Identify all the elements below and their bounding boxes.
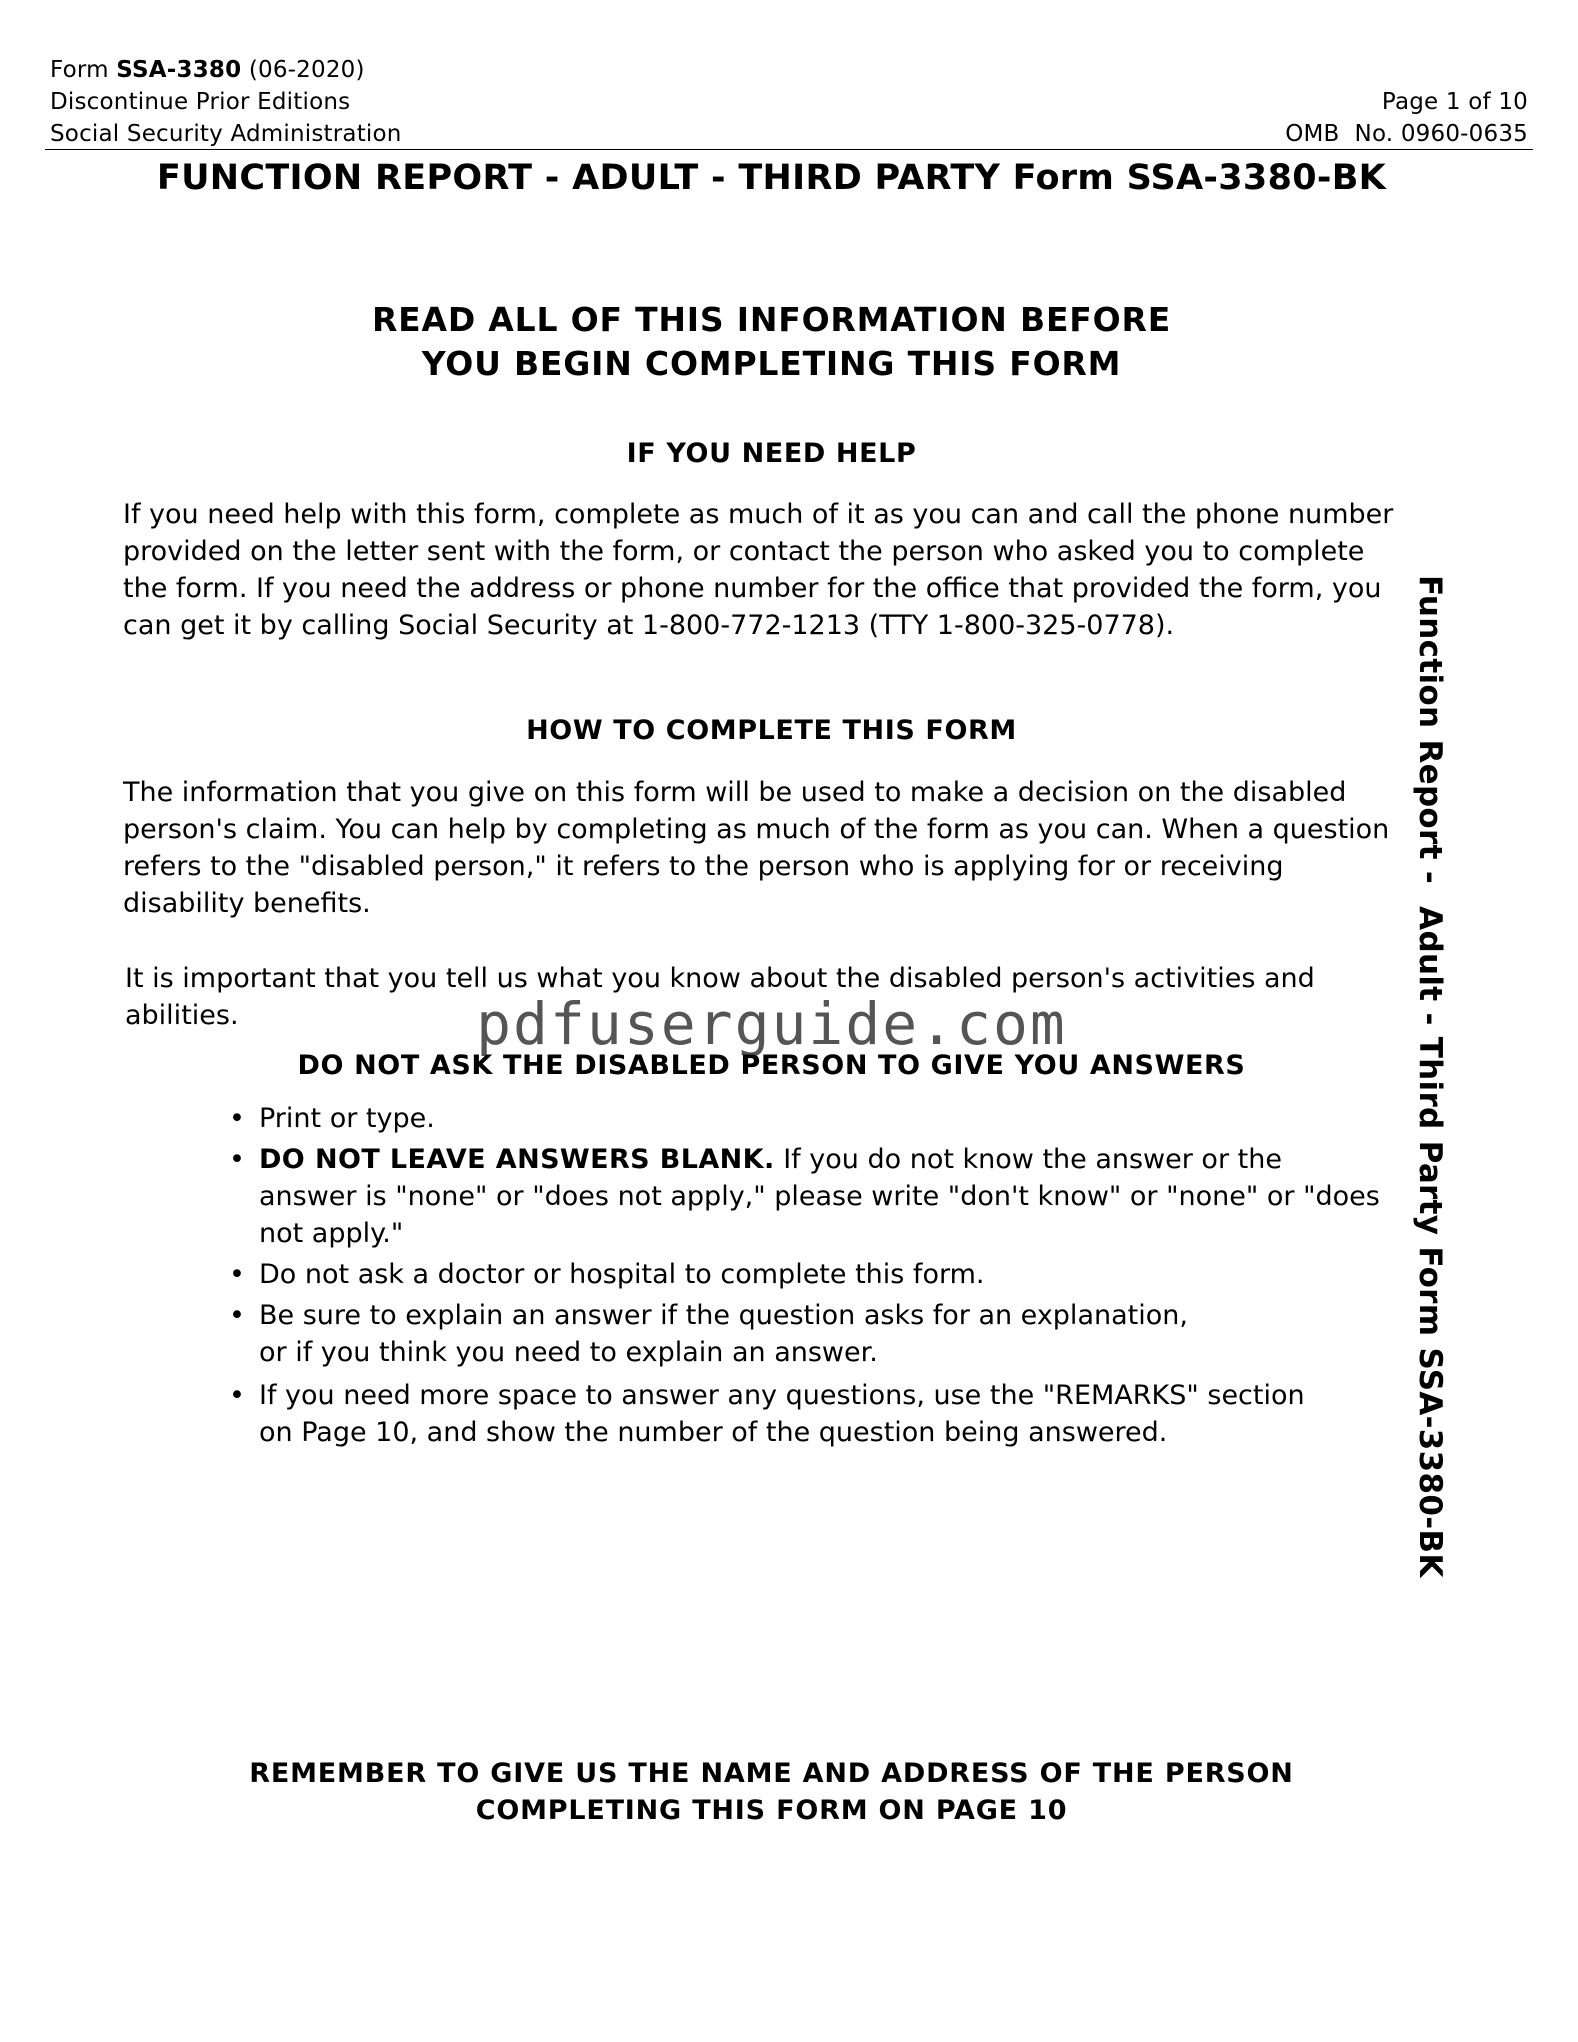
list-item bbox=[225, 1377, 1385, 1451]
help-heading: IF YOU NEED HELP bbox=[626, 438, 917, 469]
agency-name: Social Security Administration bbox=[50, 121, 402, 147]
form-date: (06-2020) bbox=[248, 57, 365, 83]
remember-line-2: COMPLETING THIS FORM ON PAGE 10 bbox=[475, 1795, 1068, 1826]
read-all-line-1: READ ALL OF THIS INFORMATION BEFORE bbox=[371, 300, 1172, 339]
bullet-icon: • bbox=[229, 1300, 245, 1331]
remember-notice bbox=[0, 1755, 1543, 1829]
page-title: FUNCTION REPORT - ADULT - THIRD PARTY Form SSA-3380-BK bbox=[156, 158, 1387, 198]
help-paragraph: If you need help with this form, complete as much of it as you can and call the phone number provided on the letter sent with the form, or contact the person who asked you to complete the form. If you need the address or phone number for the office that provided the form, you can get it by calling Social Security at 1-800-772-1213 (TTY 1-800-325-0778). bbox=[123, 499, 1394, 641]
list-item-text: Print or type. bbox=[259, 1103, 435, 1134]
list-item bbox=[225, 1256, 1385, 1293]
side-label: Function Report - Adult - Third Party Form SSA-3380-BK bbox=[1412, 575, 1448, 1578]
important-paragraph: It is important that you tell us what you know about the disabled person's activities and abilities. bbox=[125, 963, 1315, 1031]
bullet-icon: • bbox=[229, 1259, 245, 1290]
list-item-text: Do not ask a doctor or hospital to complete this form. bbox=[259, 1259, 985, 1290]
read-all-line-2: YOU BEGIN COMPLETING THIS FORM bbox=[421, 344, 1122, 383]
list-item bbox=[225, 1141, 1385, 1252]
read-all-notice bbox=[0, 298, 1543, 386]
form-id-line bbox=[50, 54, 402, 86]
page-number: Page 1 of 10 bbox=[1381, 89, 1528, 115]
how-paragraph: The information that you give on this form will be used to make a decision on the disabled person's claim. You can help by completing as much of the form as you can. When a question refers to the "disabled person," it refers to the person who is applying for or receiving disability benefits. bbox=[123, 777, 1390, 919]
list-item-text: Be sure to explain an answer if the question asks for an explanation, or if you think you need to explain an answer. bbox=[259, 1300, 1188, 1368]
bullet-icon: • bbox=[229, 1380, 245, 1411]
header-left bbox=[50, 54, 402, 150]
dont-ask-heading: DO NOT ASK THE DISABLED PERSON TO GIVE YOU ANSWERS bbox=[297, 1050, 1246, 1081]
instruction-list bbox=[225, 1100, 1385, 1455]
list-item-text: If you need more space to answer any questions, use the "REMARKS" section on Page 10, and show the number of the question being answered. bbox=[259, 1380, 1305, 1448]
list-item bbox=[225, 1100, 1385, 1137]
header-right bbox=[1285, 86, 1528, 150]
list-item-text: If you do not know the answer or the answer is "none" or "does not apply," please write "don't know" or "none" or "does not apply." bbox=[259, 1144, 1380, 1249]
remember-line-1: REMEMBER TO GIVE US THE NAME AND ADDRESS OF THE PERSON bbox=[249, 1758, 1294, 1789]
bullet-icon: • bbox=[229, 1144, 245, 1175]
watermark: pdfuserguide.com bbox=[476, 990, 1067, 1058]
list-item bbox=[225, 1297, 1385, 1371]
form-number: SSA-3380 bbox=[116, 57, 242, 83]
how-heading: HOW TO COMPLETE THIS FORM bbox=[526, 715, 1017, 746]
list-item-emphasis: DO NOT LEAVE ANSWERS BLANK. bbox=[259, 1144, 775, 1175]
form-label: Form bbox=[50, 57, 109, 83]
omb-number: OMB No. 0960-0635 bbox=[1285, 121, 1528, 147]
header-divider bbox=[45, 149, 1533, 150]
bullet-icon: • bbox=[229, 1103, 245, 1134]
discontinue-notice: Discontinue Prior Editions bbox=[50, 89, 351, 115]
